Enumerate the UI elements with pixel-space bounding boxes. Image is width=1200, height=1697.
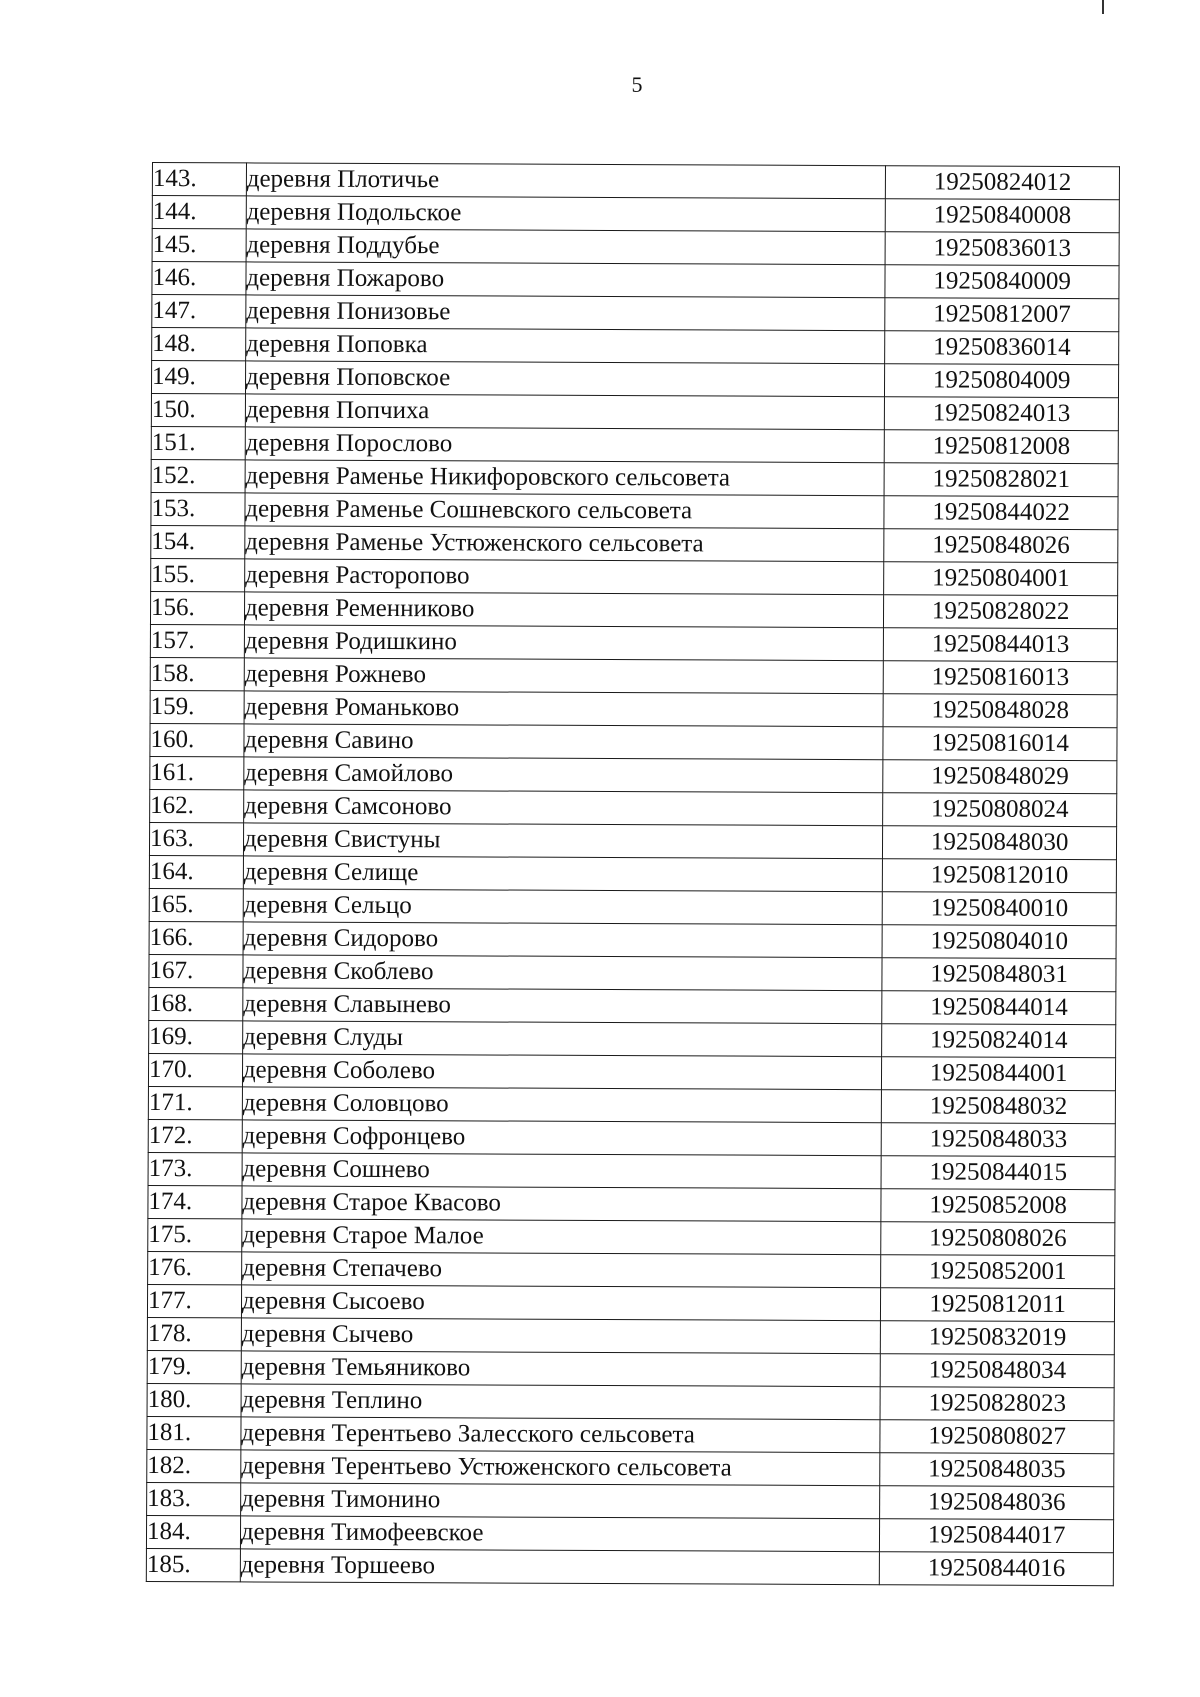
table-row (151, 492, 1118, 529)
oktmo-code: 19250840010 (882, 892, 1116, 926)
table-row (147, 1317, 1114, 1354)
table-row (149, 1020, 1116, 1057)
oktmo-code: 19250852008 (881, 1189, 1115, 1223)
settlement-name: деревня Сошнево (242, 1153, 882, 1189)
table-row (150, 591, 1117, 628)
oktmo-code: 19250804009 (885, 364, 1119, 398)
table-row (151, 426, 1118, 463)
settlement-name: деревня Тимофеевское (240, 1516, 880, 1552)
settlement-table-body (146, 163, 1119, 1586)
table-row (151, 525, 1118, 562)
settlement-name: деревня Терентьево Залесского сельсовета (241, 1417, 881, 1453)
row-number: 170. (148, 1053, 242, 1086)
row-number: 185. (146, 1548, 240, 1581)
row-number: 156. (150, 591, 244, 624)
row-number: 184. (146, 1515, 240, 1548)
settlement-table (146, 162, 1120, 1586)
settlement-name: деревня Расторопово (244, 559, 884, 595)
oktmo-code: 19250848030 (883, 826, 1117, 860)
row-number: 166. (149, 921, 243, 954)
oktmo-code: 19250844022 (884, 496, 1118, 530)
oktmo-code: 19250848036 (880, 1486, 1114, 1520)
settlement-name: деревня Рожнево (244, 658, 884, 694)
settlement-name: деревня Софронцево (242, 1120, 882, 1156)
oktmo-code: 19250828022 (884, 595, 1118, 629)
row-number: 168. (149, 987, 243, 1020)
oktmo-code: 19250816013 (883, 661, 1117, 695)
oktmo-code: 19250824013 (885, 397, 1119, 431)
row-number: 153. (151, 492, 245, 525)
settlement-name: деревня Сычево (241, 1318, 881, 1354)
oktmo-code: 19250848029 (883, 760, 1117, 794)
settlement-name: деревня Торшеево (240, 1549, 880, 1585)
settlement-name: деревня Темьяниково (241, 1351, 881, 1387)
row-number: 146. (152, 262, 246, 295)
oktmo-code: 19250828023 (880, 1387, 1114, 1421)
oktmo-code: 19250848032 (882, 1090, 1116, 1124)
oktmo-code: 19250836013 (885, 232, 1119, 266)
settlement-name: деревня Понизовье (246, 295, 886, 331)
row-number: 143. (152, 163, 246, 196)
row-number: 158. (150, 657, 244, 690)
row-number: 180. (147, 1383, 241, 1416)
table-row (150, 690, 1117, 727)
row-number: 152. (151, 459, 245, 492)
table-row (151, 558, 1118, 595)
settlement-name: деревня Сидорово (243, 922, 883, 958)
settlement-name: деревня Попчиха (245, 394, 885, 430)
oktmo-code: 19250844013 (884, 628, 1118, 662)
table-row (148, 1185, 1115, 1222)
settlement-name: деревня Ременниково (244, 592, 884, 628)
settlement-name: деревня Родишкино (244, 625, 884, 661)
row-number: 164. (149, 855, 243, 888)
table-row (150, 756, 1117, 793)
settlement-name: деревня Тимонино (240, 1483, 880, 1519)
settlement-name: деревня Сельцо (243, 889, 883, 925)
row-number: 181. (147, 1416, 241, 1449)
settlement-name: деревня Славынево (243, 988, 883, 1024)
settlement-name: деревня Поддубье (246, 229, 886, 265)
settlement-name: деревня Самсоново (243, 790, 883, 826)
table-row (150, 723, 1117, 760)
table-row (150, 657, 1117, 694)
settlement-name: деревня Раменье Сошневского сельсовета (245, 493, 885, 529)
settlement-name: деревня Слуды (242, 1021, 882, 1057)
oktmo-code: 19250848028 (883, 694, 1117, 728)
settlement-name: деревня Раменье Никифоровского сельсовета (245, 460, 885, 496)
settlement-name: деревня Савино (244, 724, 884, 760)
settlement-name: деревня Поповка (245, 328, 885, 364)
scan-corner-mark (1102, 0, 1104, 14)
row-number: 163. (149, 822, 243, 855)
settlement-name: деревня Поповское (245, 361, 885, 397)
oktmo-code: 19250808024 (883, 793, 1117, 827)
row-number: 182. (147, 1449, 241, 1482)
table-row (152, 328, 1119, 365)
table-row (150, 789, 1117, 826)
row-number: 160. (150, 723, 244, 756)
table-row (148, 1251, 1115, 1288)
table-row (148, 1119, 1115, 1156)
oktmo-code: 19250804010 (882, 925, 1116, 959)
settlement-name: деревня Терентьево Устюженского сельсовета (241, 1450, 881, 1486)
table-row (152, 262, 1119, 299)
row-number: 174. (148, 1185, 242, 1218)
row-number: 144. (152, 196, 246, 229)
table-row (146, 1548, 1113, 1585)
row-number: 169. (149, 1020, 243, 1053)
table-row (149, 888, 1116, 925)
row-number: 165. (149, 888, 243, 921)
table-row (148, 1053, 1115, 1090)
oktmo-code: 19250812011 (881, 1288, 1115, 1322)
row-number: 151. (151, 426, 245, 459)
settlement-name: деревня Степачево (241, 1252, 881, 1288)
table-row (148, 1152, 1115, 1189)
table-row (147, 1383, 1114, 1420)
oktmo-code: 19250816014 (883, 727, 1117, 761)
settlement-name: деревня Подольское (246, 196, 886, 232)
oktmo-code: 19250836014 (885, 331, 1119, 365)
settlement-name: деревня Романьково (244, 691, 884, 727)
oktmo-code: 19250848033 (881, 1123, 1115, 1157)
table-row (149, 855, 1116, 892)
settlement-name: деревня Раменье Устюженского сельсовета (245, 526, 885, 562)
oktmo-code: 19250804001 (884, 562, 1118, 596)
settlement-name: деревня Свистуны (243, 823, 883, 859)
row-number: 177. (147, 1284, 241, 1317)
row-number: 167. (149, 954, 243, 987)
settlement-name: деревня Селище (243, 856, 883, 892)
table-row (149, 987, 1116, 1024)
row-number: 154. (151, 525, 245, 558)
table-row (148, 1086, 1115, 1123)
oktmo-code: 19250840009 (885, 265, 1119, 299)
settlement-name: деревня Самойлово (244, 757, 884, 793)
oktmo-code: 19250844015 (881, 1156, 1115, 1190)
table-row (147, 1482, 1114, 1519)
oktmo-code: 19250808027 (880, 1420, 1114, 1454)
table-row (146, 1515, 1113, 1552)
oktmo-code: 19250848035 (880, 1453, 1114, 1487)
oktmo-code: 19250844016 (880, 1552, 1114, 1586)
oktmo-code: 19250844017 (880, 1519, 1114, 1553)
table-row (152, 295, 1119, 332)
table-row (149, 822, 1116, 859)
table-row (147, 1416, 1114, 1453)
row-number: 155. (151, 558, 245, 591)
row-number: 162. (150, 789, 244, 822)
table-row (152, 229, 1119, 266)
table-row (148, 1218, 1115, 1255)
page-number: 5 (631, 72, 643, 97)
table-row (147, 1284, 1114, 1321)
oktmo-code: 19250840008 (886, 199, 1120, 233)
table-row (152, 163, 1119, 200)
oktmo-code: 19250852001 (881, 1255, 1115, 1289)
oktmo-code: 19250812007 (885, 298, 1119, 332)
oktmo-code: 19250808026 (881, 1222, 1115, 1256)
row-number: 175. (148, 1218, 242, 1251)
settlement-name: деревня Теплино (241, 1384, 881, 1420)
row-number: 161. (150, 756, 244, 789)
row-number: 171. (148, 1086, 242, 1119)
table-row (151, 459, 1118, 496)
table-row (152, 196, 1119, 233)
oktmo-code: 19250828021 (884, 463, 1118, 497)
table-row (151, 361, 1118, 398)
oktmo-code: 19250824014 (882, 1024, 1116, 1058)
oktmo-code: 19250844014 (882, 991, 1116, 1025)
row-number: 148. (152, 328, 246, 361)
settlement-name: деревня Скоблево (243, 955, 883, 991)
row-number: 147. (152, 295, 246, 328)
row-number: 178. (147, 1317, 241, 1350)
table-row (149, 954, 1116, 991)
settlement-name: деревня Соболево (242, 1054, 882, 1090)
table-row (150, 624, 1117, 661)
oktmo-code: 19250812008 (885, 430, 1119, 464)
settlement-name: деревня Порослово (245, 427, 885, 463)
oktmo-code: 19250848026 (884, 529, 1118, 563)
settlement-name: деревня Пожарово (246, 262, 886, 298)
row-number: 179. (147, 1350, 241, 1383)
row-number: 150. (151, 393, 245, 426)
row-number: 173. (148, 1152, 242, 1185)
row-number: 172. (148, 1119, 242, 1152)
table-row (147, 1449, 1114, 1486)
table-row (149, 921, 1116, 958)
oktmo-code: 19250848031 (882, 958, 1116, 992)
oktmo-code: 19250832019 (881, 1321, 1115, 1355)
oktmo-code: 19250824012 (886, 166, 1120, 200)
oktmo-code: 19250848034 (880, 1354, 1114, 1388)
row-number: 183. (147, 1482, 241, 1515)
oktmo-code: 19250844001 (882, 1057, 1116, 1091)
table-row (151, 393, 1118, 430)
row-number: 149. (151, 361, 245, 394)
settlement-name: деревня Старое Квасово (242, 1186, 882, 1222)
row-number: 145. (152, 229, 246, 262)
oktmo-code: 19250812010 (883, 859, 1117, 893)
settlement-name: деревня Соловцово (242, 1087, 882, 1123)
settlement-name: деревня Сысоево (241, 1285, 881, 1321)
settlement-name: деревня Плотичье (246, 163, 886, 199)
row-number: 176. (148, 1251, 242, 1284)
row-number: 159. (150, 690, 244, 723)
row-number: 157. (150, 624, 244, 657)
table-row (147, 1350, 1114, 1387)
settlement-name: деревня Старое Малое (242, 1219, 882, 1255)
